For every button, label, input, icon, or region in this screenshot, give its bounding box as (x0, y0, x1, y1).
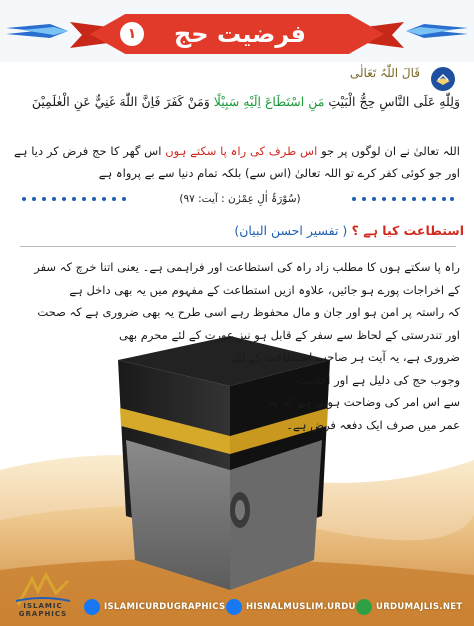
dotted-divider-left (20, 196, 130, 202)
body-line: عمر میں صرف ایک دفعہ فرض ہے۔ (286, 417, 460, 432)
translation-highlight: اس طرف کی راہ پا سکتے ہوں (165, 144, 318, 158)
quran-book-icon (430, 66, 456, 92)
translation-part-2: اس گھر کا حج فرض کر دیا ہے اور جو کوئی کفر کرے تو اللہ تعالیٰ (اس سے) بلکہ تمام دنیا سے بے پرواہ ہے (14, 144, 460, 180)
explanation-text (14, 256, 460, 436)
footer-link-label: HISNALMUSLIM.URDU (246, 602, 356, 612)
title-number-badge: ۱ (120, 22, 144, 46)
page-title: فرضیت حج (174, 20, 306, 48)
body-line: سے اس امر کی وضاحت ہوتی ہے کہ یہ (268, 395, 460, 409)
verse-part-2: وَمَنْ كَفَرَ فَاِنَّ اللّٰهَ غَنِيٌّ عَنِ الْعٰلَمِيْنَ (31, 94, 214, 109)
body-line: راہ پا سکتے ہوں کا مطلب زاد راہ کی استطاعت اور فراہمی ہے۔ یعنی اتنا خرچ کہ سفر (34, 260, 460, 274)
footer-link-label: ISLAMICURDUGRAPHICS (104, 602, 226, 612)
facebook-icon (226, 599, 242, 615)
section-heading (60, 220, 464, 242)
body-line: کہ راستہ پر امن ہو اور جان و مال محفوظ رہے اسی طرح یہ بھی ضروری ہے کہ صحت (37, 305, 460, 319)
verse-reference (20, 190, 456, 208)
surah-reference: (سُوْرَۃُ اٰلِ عِمْرٰن : آیت: ۹۷) (179, 193, 301, 205)
header (0, 0, 474, 62)
footer-link-1[interactable] (84, 598, 225, 616)
section-divider (20, 246, 456, 247)
footer-link-3[interactable] (356, 598, 462, 616)
body-line: ضروری ہے، یہ آیت ہر صاحب استطاعت کے لئے (231, 350, 460, 364)
translation-part-1: اللہ تعالیٰ نے ان لوگوں پر جو (317, 144, 460, 158)
body-line: اور تندرستی کے لحاظ سے سفر کے قابل ہو نیز عورت کے لئے محرم بھی (119, 327, 460, 342)
verse-highlight: مَنِ اسْتَطَاعَ اِلَيْهِ سَبِيْلًا (213, 94, 325, 109)
body-line: وجوب حج کی دلیل ہے اور احادیث (297, 372, 460, 387)
quran-ref-label: قَالَ اللّٰہُ تَعَالٰی (349, 66, 420, 80)
verse-part-1: وَلِلّٰهِ عَلَى النَّاسِ حِجُّ الْبَيْتِ (324, 94, 460, 109)
decorative-wing-right (406, 22, 468, 40)
section-title: استطاعت کیا ہے ؟ (347, 223, 464, 238)
footer-link-label: URDUMAJLIS.NET (376, 602, 463, 612)
globe-icon (356, 599, 372, 615)
brand-name: ISLAMIC GRAPHICS (18, 602, 68, 618)
quran-verse (14, 92, 460, 132)
decorative-wing-left (6, 22, 68, 40)
body-line: کے اخراجات پورے ہو جائیں، علاوہ ازیں استطاعت کے مفہوم میں یہ بھی داخل ہے (69, 282, 460, 297)
footer-link-2[interactable] (226, 598, 356, 616)
verse-translation (14, 140, 460, 190)
facebook-icon (84, 599, 100, 615)
dotted-divider-right (350, 196, 456, 202)
section-source: ( تفسیر احسن البیان) (234, 223, 348, 238)
